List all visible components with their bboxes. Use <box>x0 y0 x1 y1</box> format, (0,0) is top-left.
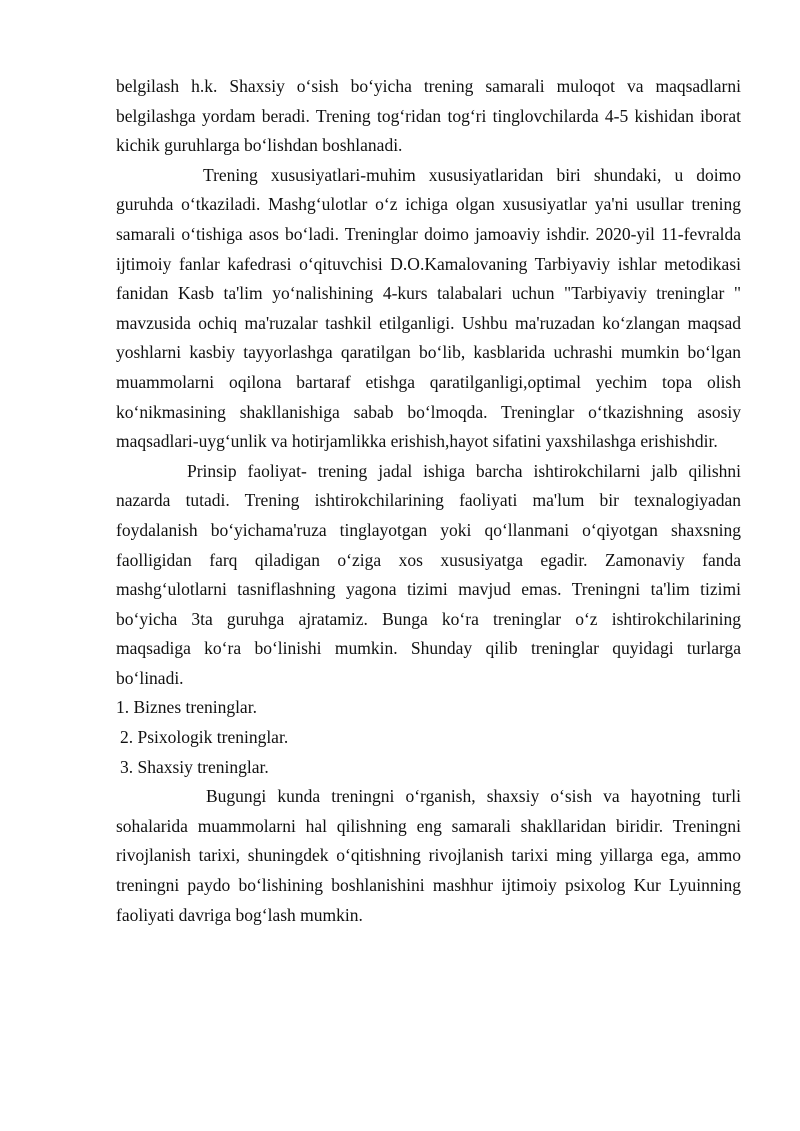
list-item: 2. Psixologik treninglar. <box>120 727 289 748</box>
training-types-list <box>116 693 741 782</box>
paragraph-prinsip-faoliyat: Prinsip faoliyat- trening jadal ishiga barcha ishtirokchilarni jalb qilishni nazarda tutadi. Trening ishtirokchilarining faoliyati ma'lum bir texnalogiyadan foydalanish bo‘yichama'ruza tinglayotgan yoki qo‘llanmani o‘qiyotgan shaxsning faolligidan farq qiladigan o‘ziga xos xususiyatga egadir. Zamonaviy fanda mashg‘ulotlarni tasniflashning yagona tizimi mavjud emas. Treningni ta'lim tizimi bo‘yicha 3ta guruhga ajratamiz. Bunga ko‘ra treninglar o‘z ishtirokchilarining maqsadiga ko‘ra bo‘linishi mumkin. Shunday qilib treninglar quyidagi turlarga bo‘linadi. <box>116 460 741 688</box>
paragraph-bugungi-kunda: Bugungi kunda treningni o‘rganish, shaxsiy o‘sish va hayotning turli sohalarida muammolarni hal qilishning eng samarali shakllaridan biridir. Treningni rivojlanish tarixi, shuningdek o‘qitishning rivojlanish tarixi ming yillarga ega, ammo treningni paydo bo‘lishining boshlanishini mashhur ijtimoiy psixolog Kur Lyuinning faoliyati davriga bog‘lash mumkin. <box>116 786 741 925</box>
paragraph-continuation: belgilash h.k. Shaxsiy o‘sish bo‘yicha trening samarali muloqot va maqsadlarni belgilashga yordam beradi. Trening tog‘ridan tog‘ri tinglovchilarda 4-5 kishidan iborat kichik guruhlarga bo‘lishdan boshlanadi. <box>116 76 741 156</box>
paragraph-trening-xususiyatlari: Trening xususiyatlari-muhim xususiyatlaridan biri shundaki, u doimo guruhda o‘tkaziladi. Mashg‘ulotlar o‘z ichiga olgan xususiyatlar ya'ni usullar trening samarali o‘tishiga asos bo‘ladi. Treninglar doimo jamoaviy ishdir. 2020-yil 11-fevralda ijtimoiy fanlar kafedrasi o‘qituvchisi D.O.Kamalovaning Tarbiyaviy ishlar metodikasi fanidan Kasb ta'lim yo‘nalishining 4-kurs talabalari uchun "Tarbiyaviy treninglar " mavzusida ochiq ma'ruzalar tashkil etilganligi. Ushbu ma'ruzadan ko‘zlangan maqsad yoshlarni kasbiy tayyorlashga qaratilgan bo‘lib, kasblarida uchrashi mumkin bo‘lgan muammolarni oqilona bartaraf etishga qaratilganligi,optimal yechim topa olish ko‘nikmasining shakllanishiga sabab bo‘lmoqda. Treninglar o‘tkazishning asosiy maqsadlari-uyg‘unlik va hotirjamlikka erishish,hayot sifatini yaxshilashga erishishdir. <box>116 164 741 452</box>
list-item: 3. Shaxsiy treninglar. <box>120 756 269 777</box>
list-item: 1. Biznes treninglar. <box>116 697 257 718</box>
document-body <box>116 72 741 930</box>
